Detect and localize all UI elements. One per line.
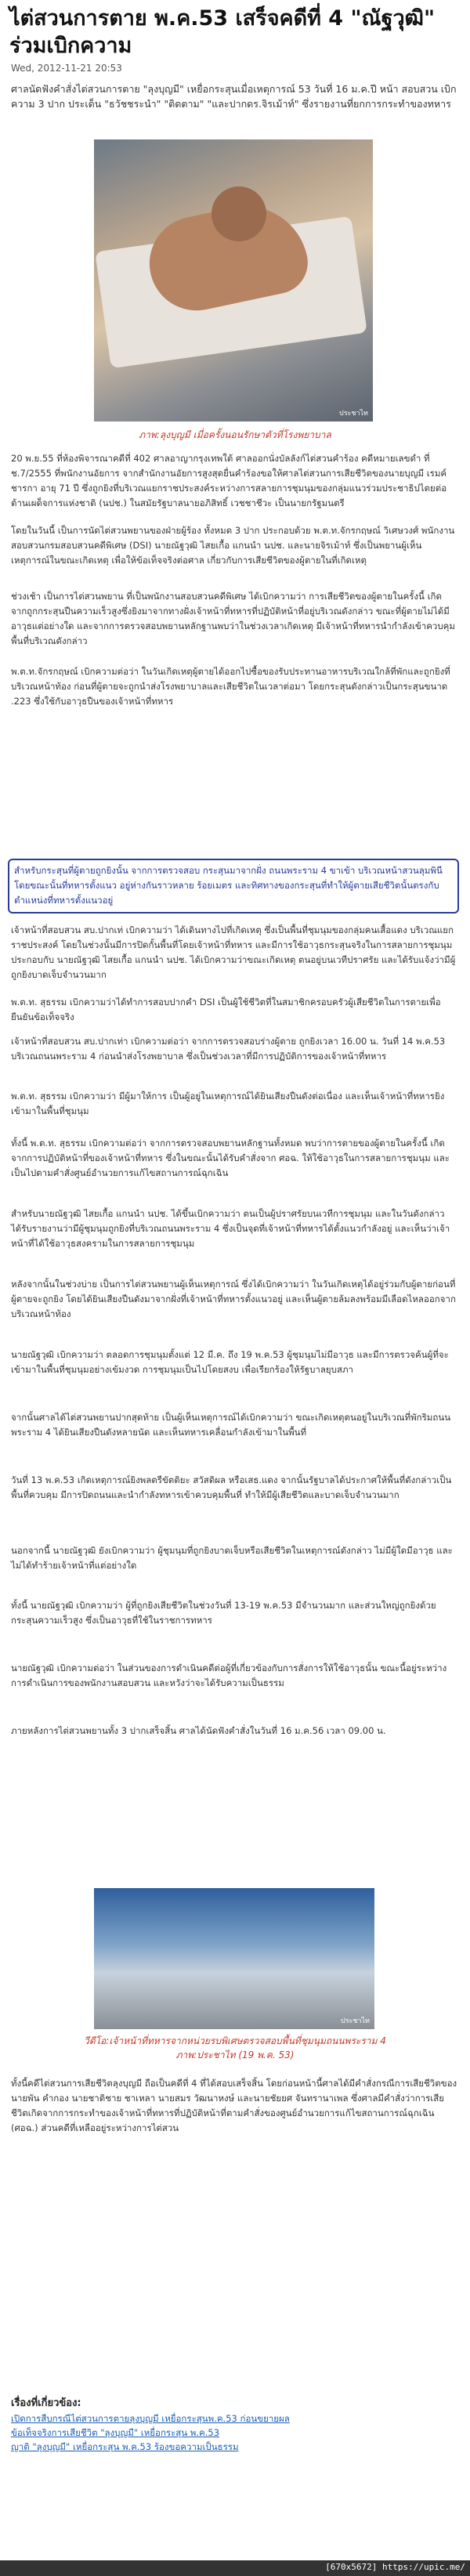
related-item[interactable] xyxy=(11,2411,457,2426)
paragraph: พ.ต.ท. สุธรรม เบิกความว่าได้ทำการสอบปากคำ DSI เป็นผู้ใช้ชีวิตที่ในสมาชิกครอบครัวผู้เสียชีวิตในการตายเพื่อยืนยันข้อเท็จจริง xyxy=(11,997,441,1022)
paragraph: พ.ต.ท.จักรกฤษณ์ เบิกความต่อว่า ในวันเกิดเหตุผู้ตายได้ออกไปซื้อของรับประทานอาหารบริเวณใกล้ที่พักและถูกยิงที่บริเวณหน้าท้อง ก่อนที่ผู้ตายจะถูกนำส่งโรงพยาบาลและเสียชีวิตในเวลาต่อมา โดยกระสุนดังกล่าวเป็นกระสุนขนาด .223 ซึ่งใช้กับอาวุธปืนของเจ้าหน้าที่ทหาร xyxy=(11,666,450,707)
related-title: เรื่องที่เกี่ยวข้อง: xyxy=(11,2397,81,2409)
paragraph: วันที่ 13 พ.ค.53 เกิดเหตุการณ์ยิงพลตรีขัตติยะ สวัสดิผล หรือเสธ.แดง จากนั้นรัฐบาลได้ประกาศให้พื้นที่ดังกล่าวเป็นพื้นที่ควบคุม มีการปิดถนนและนำกำลังทหารเข้าควบคุมพื้นที่ ทำให้มีผู้เสียชีวิตและบาดเจ็บจำนวนมาก xyxy=(11,1474,452,1500)
paragraph: จากนั้นศาลได้ไต่สวนพยานปากสุดท้าย เป็นผู้เห็นเหตุการณ์ได้เบิกความว่า ขณะเกิดเหตุตนอยู่ในบริเวณที่พักริมถนนพระราม 4 ได้ยินเสียงปืนดังหลายนัด และเห็นทหารเคลื่อนกำลังเข้ามาในพื้นที่ xyxy=(11,1412,451,1438)
article-title: ไต่สวนการตาย พ.ค.53 เสร็จคดีที่ 4 "ณัฐวุฒิ" ร่วมเบิกความ xyxy=(9,6,436,58)
related-item[interactable] xyxy=(11,2426,457,2440)
article-date: Wed, 2012-11-21 20:53 xyxy=(11,63,122,74)
photo2-caption xyxy=(0,2034,470,2062)
photo2-caption-line1: วีดีโอ:เจ้าหน้าที่ทหารจากหน่วยรบพิเศษตรวจสอบพื้นที่ชุมนุมถนนพระราม 4 xyxy=(84,2035,386,2046)
paragraph: หลังจากนั้นในช่วงบ่าย เป็นการไต่สวนพยานผู้เห็นเหตุการณ์ ซึ่งได้เบิกความว่า ในวันเกิดเหตุได้อยู่ร่วมกับผู้ตายก่อนที่ผู้ตายจะถูกยิง โดยได้ยินเสียงปืนดังมาจากฝั่งที่เจ้าหน้าที่ทหารตั้งแนวอยู่ และเห็นผู้ตายล้มลงพร้อมมีเลือดไหลออกจากบริเวณหน้าท้อง xyxy=(11,1279,456,1319)
related-link[interactable]: ข้อเท็จจริงการเสียชีวิต "ลุงบุญมี" เหยื่อกระสุน พ.ค.53 xyxy=(11,2427,220,2438)
related-link[interactable]: ญาติ "ลุงบุญมี" เหยื่อกระสุน พ.ค.53 ร้องขอความเป็นธรรม xyxy=(11,2441,239,2452)
paragraph: นายณัฐวุฒิ เบิกความต่อว่า ในส่วนของการดำเนินคดีต่อผู้ที่เกี่ยวข้องกับการสั่งการให้ใช้อาวุธนั้น ขณะนี้อยู่ระหว่างการดำเนินการของพนักงานสอบสวน และหวังว่าจะได้รับความเป็นธรรม xyxy=(11,1662,447,1688)
photo2-caption-line2: ภาพ:ประชาไท (19 พ.ค. 53) xyxy=(175,2050,295,2060)
footer-text: [670x5672] https://upic.me/ xyxy=(325,2562,465,2572)
paragraph: ทั้งนี้ นายณัฐวุฒิ เบิกความว่า ผู้ที่ถูกยิงเสียชีวิตในช่วงวันที่ 13-19 พ.ค.53 มีจำนวนมาก และส่วนใหญ่ถูกยิงด้วยกระสุนความเร็วสูง ซึ่งเป็นอาวุธที่ใช้ในราชการทหาร xyxy=(11,1600,436,1626)
paragraph: นายณัฐวุฒิ เบิกความว่า ตลอดการชุมนุมตั้งแต่ 12 มี.ค. ถึง 19 พ.ค.53 ผู้ชุมนุมไม่มีอาวุธ และมีการตรวจค้นผู้ที่จะเข้ามาในพื้นที่ชุมนุมอย่างเข้มงวด การชุมนุมเป็นไปโดยสงบ เพื่อเรียกร้องให้รัฐบาลยุบสภา xyxy=(11,1349,449,1375)
related-link[interactable]: เปิดการสืบกรณีไต่สวนการตายลุงบุญมี เหยื่อกระสุนพ.ค.53 ก่อนขยายผล xyxy=(11,2413,290,2424)
photo-caption: ภาพ:ลุงบุญมี เมื่อครั้งนอนรักษาตัวที่โรงพยาบาล xyxy=(139,429,331,440)
related-list xyxy=(11,2411,457,2454)
paragraph: ช่วงเช้า เป็นการไต่สวนพยาน ที่เป็นพนักงานสอบสวนคดีพิเศษ ได้เบิกความว่า การเสียชีวิตของผู้ตายในครั้งนี้ เกิดจากถูกกระสุนปืนความเร็วสูงซึ่งยิงมาจากทางฝั่งเจ้าหน้าที่ทหารที่ปฏิบัติหน้าที่อยู่บริเวณดังกล่าว ขณะที่ผู้ตายไม่ได้มีอาวุธแต่อย่างใด และจากการตรวจสอบพยานหลักฐานพบว่าในช่วงเวลาเกิดเหตุ มีเจ้าหน้าที่ทหารนำกำลังเข้าควบคุมพื้นที่บริเวณดังกล่าว xyxy=(11,591,455,646)
closing-paragraph: ทั้งนี้คดีไต่สวนการเสียชีวิตลุงบุญมี ถือเป็นคดีที่ 4 ที่ได้สอบเสร็จสิ้น โดยก่อนหน้านี้ศาลได้มีคำสั่งกรณีการเสียชีวิตของนายพัน คำกอง นายชาติชาย ชาเหลา นายสมร วัฒนาหงษ์ และนายชัยยศ จันทรานาเพล ซึ่งศาลมีคำสั่งว่าการเสียชีวิตเกิดจากการกระทำของเจ้าหน้าที่ทหารที่ปฏิบัติหน้าที่ตามคำสั่งของศูนย์อำนวยการแก้ไขสถานการณ์ฉุกเฉิน (ศอฉ.) ส่วนคดีที่เหลืออยู่ระหว่างการไต่สวน xyxy=(11,2078,457,2133)
related-item[interactable] xyxy=(11,2440,457,2454)
article-photo xyxy=(94,139,373,421)
footer-bar xyxy=(0,2560,470,2576)
photo2-credit: ประชาไท xyxy=(340,2017,370,2025)
paragraph: 20 พ.ย.55 ที่ห้องพิจารณาคดีที่ 402 ศาลอาญากรุงเทพใต้ ศาลออกนั่งบัลลังก์ไต่สวนคำร้อง คดีหมายเลขดำ ที่ ช.7/2555 ที่พนักงานอัยการ จากสำนักงานอัยการสูงสุดยื่นคำร้องขอให้ศาลไต่สวนการเสียชีวิตของนายบุญมี เรมค์ชารกา อายุ 71 ปี ซึ่งถูกยิงที่บริเวณแยกราชประสงค์ระหว่างการสลายการชุมนุมของกลุ่มแนวร่วมประชาธิปไตยต่อต้านเผด็จการแห่งชาติ (นปช.) ในสมัยรัฐบาลนายอภิสิทธิ์ เวชชาชีวะ เป็นนายกรัฐมนตรี xyxy=(11,453,447,508)
paragraph: เจ้าหน้าที่สอบสวน สบ.ปากเท่ เบิกความว่า ได้เดินทางไปที่เกิดเหตุ ซึ่งเป็นพื้นที่ชุมนุมของกลุ่มคนเสื้อแดง บริเวณแยกราชประสงค์ โดยในช่วงนั้นมีการปิดกั้นพื้นที่โดยเจ้าหน้าที่ทหาร และมีการใช้อาวุธกระสุนจริงในการสลายการชุมนุม ประกอบกับ นายณัฐวุฒิ ไสยเกื้อ แกนนำ นปช. ได้เบิกความว่าขณะเกิดเหตุ ตนอยู่บนเวทีปราศรัย และได้รับแจ้งว่ามีผู้ถูกยิงบาดเจ็บจำนวนมาก xyxy=(11,924,456,980)
paragraph: เจ้าหน้าที่สอบสวน สบ.ปากเท่า เบิกความต่อว่า จากการตรวจสอบร่างผู้ตาย ถูกยิงเวลา 16.00 น. วันที่ 14 พ.ค.53 บริเวณถนนพระราม 4 ก่อนนำส่งโรงพยาบาล ซึ่งเป็นช่วงเวลาที่มีการปฏิบัติการของเจ้าหน้าที่ทหาร xyxy=(11,1036,446,1062)
paragraph: โดยในวันนี้ เป็นการนัดไต่สวนพยานของฝ่ายผู้ร้อง ทั้งหมด 3 ปาก ประกอบด้วย พ.ต.ท.จักรกฤษณ์ วิเศษวงศ์ พนักงานสอบสวนกรมสอบสวนคดีพิเศษ (DSI) นายณัฐวุฒิ ไสยเกื้อ แกนนำ นปช. และนายจิรเม้าท์ ซึ่งเป็นพยานผู้เห็นเหตุการณ์ในขณะเกิดเหตุ เพื่อให้ข้อเท็จจริงต่อศาล เกี่ยวกับการเสียชีวิตของผู้ตายในที่เกิดเหตุ xyxy=(11,525,455,566)
paragraph: ทั้งนี้ พ.ต.ท. สุธรรม เบิกความต่อว่า จากการตรวจสอบพยานหลักฐานทั้งหมด พบว่าการตายของผู้ตายในครั้งนี้ เกิดจากการปฏิบัติหน้าที่ของเจ้าหน้าที่ทหาร ซึ่งในขณะนั้นได้รับคำสั่งจาก ศอฉ. ให้ใช้อาวุธในการสลายการชุมนุม และเป็นไปตามคำสั่งศูนย์อำนวยการแก้ไขสถานการณ์ฉุกเฉิน xyxy=(11,1138,450,1178)
photo-patient-head xyxy=(212,186,266,241)
paragraph: ภายหลังการไต่สวนพยานทั้ง 3 ปากเสร็จสิ้น ศาลได้นัดฟังคำสั่งในวันที่ 16 ม.ค.56 เวลา 09.00 น. xyxy=(11,1725,386,1736)
paragraph: นอกจากนี้ นายณัฐวุฒิ ยังเบิกความว่า ผู้ชุมนุมที่ถูกยิงบาดเจ็บหรือเสียชีวิตในเหตุการณ์ดังกล่าว ไม่มีผู้ใดมีอาวุธ และไม่ได้ทำร้ายเจ้าหน้าที่แต่อย่างใด xyxy=(11,1545,453,1571)
paragraph: พ.ต.ท. สุธรรม เบิกความว่า มีผู้มาให้การ เป็นผู้อยู่ในเหตุการณ์ได้ยินเสียงปืนดังต่อเนื่อง และเห็นเจ้าหน้าที่ทหารยิงเข้ามาในพื้นที่ชุมนุม xyxy=(11,1091,445,1116)
article-lead: ศาลนัดฟังคำสั่งไต่สวนการตาย "ลุงบุญมี" เหยื่อกระสุนเมื่อเหตุการณ์ 53 วันที่ 16 ม.ค.ปี หน้า สอบสวน เบิกความ 3 ปาก ประเด็น "ธวัชชระนำ" "ติดตาม" "และปากดร.จิรเม้าท์" ซึ่งรายงานที่ยกการกระทำของทหาร xyxy=(11,83,457,110)
paragraph: สำหรับนายณัฐวุฒิ ไสยเกื้อ แกนนำ นปช. ได้ขึ้นเบิกความว่า ตนเป็นผู้ปราศรัยบนเวทีการชุมนุม และในวันดังกล่าว ได้รับรายงานว่ามีผู้ชุมนุมถูกยิงที่บริเวณถนนพระราม 4 ซึ่งเป็นจุดที่เจ้าหน้าที่ทหารได้ตั้งแนวกำลังอยู่ และเห็นว่าเจ้าหน้าที่ได้ใช้อาวุธสงครามในการสลายการชุมนุม xyxy=(11,1208,450,1249)
highlight-paragraph: สำหรับกระสุนที่ผู้ตายถูกยิงนั้น จากการตรวจสอบ กระสุนมาจากฝั่ง ถนนพระราม 4 ขาเข้า บริเวณหน้าสวนลุมพินี โดยขณะนั้นที่ทหารตั้งแนว อยู่ห่างกันราวหลาย ร้อยเมตร และทิศทางของกระสุนที่ทำให้ผู้ตายเสียชีวิตนั้นตรงกับตำแหน่งที่ทหารตั้งแนวอยู่ xyxy=(14,865,443,906)
photo-credit: ประชาไท xyxy=(338,410,368,418)
article-photo-2 xyxy=(94,1888,374,2029)
